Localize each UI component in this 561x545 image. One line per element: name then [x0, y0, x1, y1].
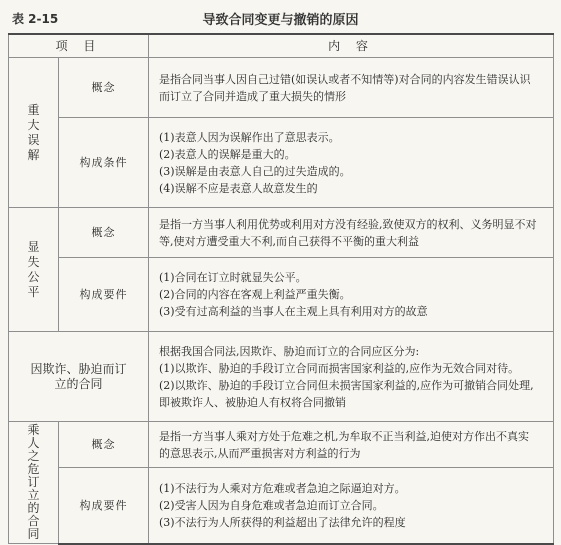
- row-label: 构成条件: [59, 118, 149, 208]
- content-line: 是指合同当事人因自己过错(如误认或者不知情等)对合同的内容发生错误认识: [159, 72, 531, 86]
- content-cell: [149, 208, 554, 258]
- content-cell: [149, 332, 554, 422]
- category-char: 平: [27, 284, 40, 299]
- causes-table: [8, 33, 554, 545]
- category-char: 公: [27, 269, 40, 284]
- row-label: 概念: [59, 422, 149, 468]
- category-char: 危: [27, 462, 40, 476]
- content-line: (1)不法行为人乘对方危难或者急迫之际逼迫对方。: [159, 481, 406, 495]
- category-char: 大: [27, 117, 40, 132]
- content-line: (4)误解不应是表意人故意发生的: [159, 181, 318, 195]
- table-row: [9, 332, 554, 422]
- table-title: 导致合同变更与撤销的原因: [202, 13, 359, 28]
- category-char: 立: [27, 488, 40, 502]
- content-line: 是指一方当事人利用优势或利用对方没有经验,致使双方的权利、义务明显不对: [159, 217, 537, 231]
- category-char: 误: [27, 132, 40, 147]
- category-cell-taking-advantage: [9, 422, 59, 544]
- table-caption: [8, 6, 553, 30]
- content-line: (3)误解是由表意人自己的过失造成的。: [159, 164, 351, 178]
- category-char: 订: [27, 475, 40, 489]
- category-char: 之: [27, 449, 40, 463]
- content-line: (2)表意人的误解是重大的。: [159, 147, 296, 161]
- category-line: 立的合同: [54, 376, 103, 391]
- content-line: (1)表意人因为误解作出了意思表示。: [159, 130, 340, 144]
- table-row: [9, 208, 554, 258]
- category-char: 同: [27, 527, 40, 541]
- content-line: (3)不法行为人所获得的利益超出了法律允许的程度: [159, 515, 406, 529]
- category-line: 因欺诈、胁迫而订: [30, 361, 127, 376]
- content-cell: [149, 118, 554, 208]
- category-cell-obvious-unfairness: [9, 208, 59, 332]
- table-row: [9, 118, 554, 208]
- content-line: (3)受有过高利益的当事人在主观上具有利用对方的故意: [159, 305, 428, 318]
- table-row: [9, 468, 554, 544]
- content-line: (1)以欺诈、胁迫的手段订立合同而损害国家利益的,应作为无效合同对待。: [159, 361, 520, 375]
- content-line: 根据我国合同法,因欺诈、胁迫而订立的合同应区分为:: [159, 344, 420, 358]
- row-label: 构成要件: [59, 468, 149, 544]
- content-line: 即被欺诈人、被胁迫人有权将合同撤销: [159, 395, 347, 409]
- category-cell-fraud-coercion: [9, 332, 149, 422]
- header-item: 项 目: [9, 34, 149, 58]
- row-label: 概念: [59, 58, 149, 118]
- content-cell: [149, 422, 554, 468]
- row-label: 构成要件: [59, 258, 149, 332]
- table-row: [9, 422, 554, 468]
- table-number: 表 2-15: [12, 12, 59, 26]
- content-cell: [149, 58, 554, 118]
- content-cell: [149, 258, 554, 332]
- category-char: 失: [27, 254, 40, 269]
- content-line: (2)以欺诈、胁迫的手段订立合同但未损害国家利益的,应作为可撤销合同处理,: [159, 378, 534, 392]
- table-row: [9, 58, 554, 118]
- table-row: [9, 258, 554, 332]
- content-line: (2)合同的内容在客观上利益严重失衡。: [159, 288, 351, 301]
- category-char: 重: [27, 102, 40, 117]
- content-line: 的意思表示,从而严重损害对方利益的行为: [159, 446, 361, 460]
- content-line: (2)受害人因为自身危难或者急迫而订立合同。: [159, 498, 384, 512]
- category-char: 显: [27, 239, 40, 254]
- category-char: 乘: [27, 423, 40, 437]
- category-char: 的: [27, 501, 40, 515]
- row-label: 概念: [59, 208, 149, 258]
- content-line: 而订立了合同并造成了重大损失的情形: [159, 89, 347, 103]
- content-line: (1)合同在订立时就显失公平。: [159, 271, 307, 284]
- header-content: 内 容: [149, 34, 554, 58]
- content-line: 是指一方当事人乘对方处于危难之机,为牟取不正当利益,迫使对方作出不真实: [159, 429, 530, 443]
- category-char: 解: [27, 147, 40, 162]
- category-cell-major-misunderstanding: [9, 58, 59, 208]
- content-cell: [149, 468, 554, 544]
- table-header-row: [9, 34, 554, 58]
- category-char: 人: [27, 436, 40, 450]
- content-line: 等,使对方遭受重大不利,而自己获得不平衡的重大利益: [159, 234, 420, 248]
- category-char: 合: [27, 514, 40, 528]
